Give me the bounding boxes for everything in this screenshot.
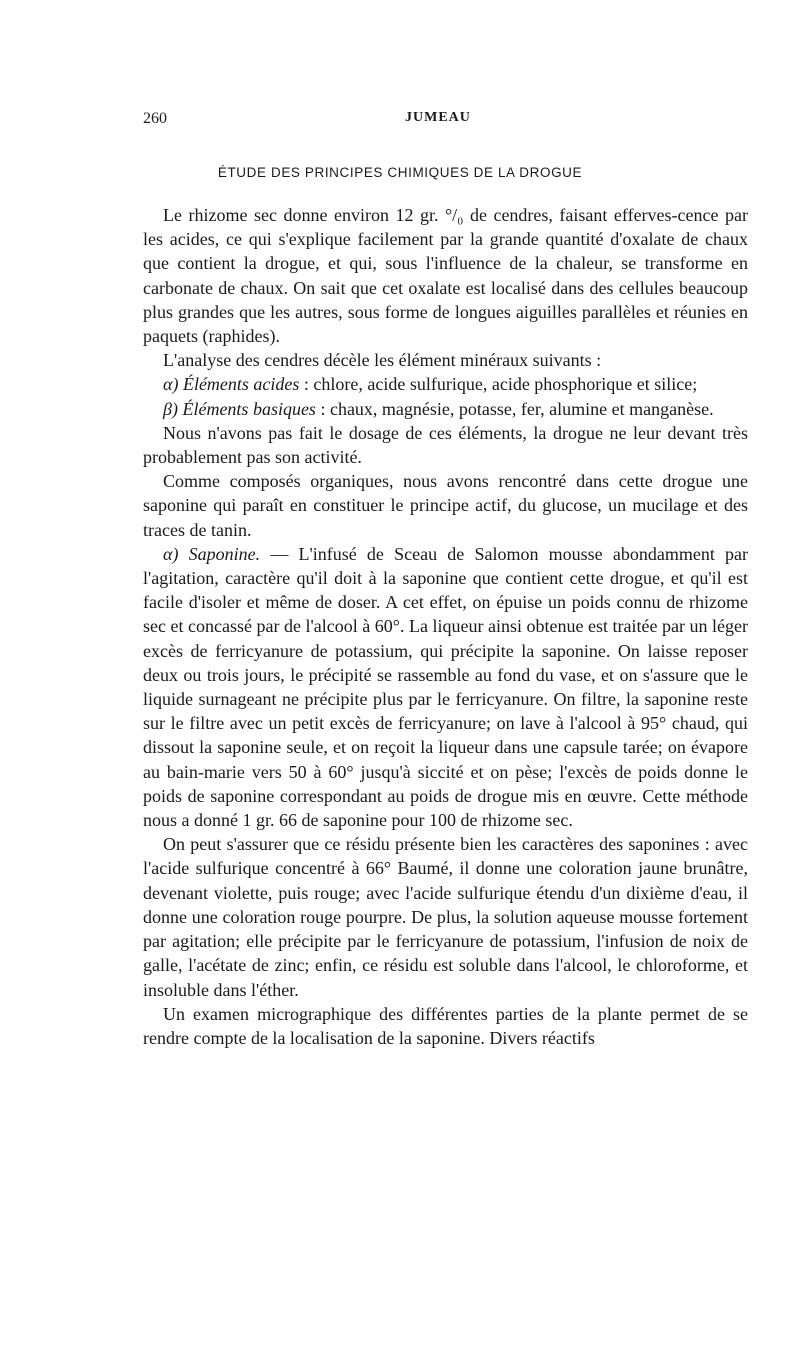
item-text: — L'infusé de Sceau de Salomon mousse abondamment par l'agitation, caractère qu'il doit à la saponine que contient cette drogue, et qu'il est facile d'isoler et même de doser. A cet effet, on épuise un poids connu de rhizome sec et concassé par de l'alcool à 60°. La liqueur ainsi obtenue est traitée par un léger excès de ferricyanure de potassium, qui précipite la saponine. On laisse reposer deux ou trois jours, le précipité se rassemble au fond du vase, et on s'assure que le liquide surnageant ne précipite plus par le ferricyanure. On filtre, la saponine reste sur le filtre avec un petit excès de ferricyanure; on lave à l'alcool à 95° chaud, qui dissout la saponine seule, et on reçoit la liqueur dans une capsule tarée; on évapore au bain-marie vers 50 à 60° jusqu'à siccité et on pèse; l'excès de poids donne le poids de saponine correspondant au poids de drogue mis en œuvre. Cette méthode nous a donné 1 gr. 66 de saponine pour 100 de rhizome sec. — [143, 543, 748, 831]
running-head: JUMEAU — [405, 110, 471, 125]
item-text: : chlore, acide sulfurique, acide phosphorique et silice; — [299, 374, 698, 395]
paragraph-ashes: Le rhizome sec donne environ 12 gr. °/₀ de cendres, faisant efferves-cence par les acides, ce qui s'explique facilement par la grande quantité d'oxalate de chaux que contient la drogue, et qui, sous l'influence de la chaleur, se transforme en carbonate de chaux. On sait que cet oxalate est localisé dans des cellules beaucoup plus grandes que les autres, sous forme de longues aiguilles parallèles et réunies en paquets (raphides). — [143, 205, 748, 347]
item-text: : chaux, magnésie, potasse, fer, alumine et manganèse. — [315, 398, 714, 419]
paragraph-basic-elements — [143, 397, 748, 421]
body-text — [143, 203, 748, 1050]
item-label: α) Saponine. — [163, 543, 261, 564]
page-header — [143, 110, 748, 134]
paragraph-dosage: Nous n'avons pas fait le dosage de ces éléments, la drogue ne leur devant très probablement pas son activité. — [143, 422, 748, 468]
section-title: ÉTUDE DES PRINCIPES CHIMIQUES DE LA DROGUE — [217, 165, 583, 180]
paragraph-organic: Comme composés organiques, nous avons rencontré dans cette drogue une saponine qui paraît en constituer le principe actif, du glucose, un mucilage et des traces de tanin. — [143, 471, 748, 540]
paragraph-analysis: L'analyse des cendres décèle les élément minéraux suivants : — [163, 350, 602, 371]
item-label: α) Éléments acides — [163, 374, 300, 395]
paragraph-micrographic: Un examen micrographique des différentes parties de la plante permet de se rendre compte de la localisation de la saponine. Divers réactifs — [143, 1003, 748, 1048]
paragraph-acid-elements — [143, 372, 748, 396]
paragraph-characters: On peut s'assurer que ce résidu présente bien les caractères des saponines : avec l'acide sulfurique concentré à 66° Baumé, il donne une coloration jaune brunâtre, devenant violette, puis rouge; avec l'acide sulfurique étendu d'un dixième d'eau, il donne une coloration rouge pourpre. De plus, la solution aqueuse mousse fortement par agitation; elle précipite par le ferricyanure de potassium, l'infusion de noix de galle, l'acétate de zinc; enfin, ce résidu est soluble dans l'alcool, le chloroforme, et insoluble dans l'éther. — [143, 834, 748, 1000]
paragraph-saponine — [143, 542, 748, 832]
item-label: β) Éléments basiques — [163, 398, 316, 419]
page-number: 260 — [143, 110, 167, 127]
